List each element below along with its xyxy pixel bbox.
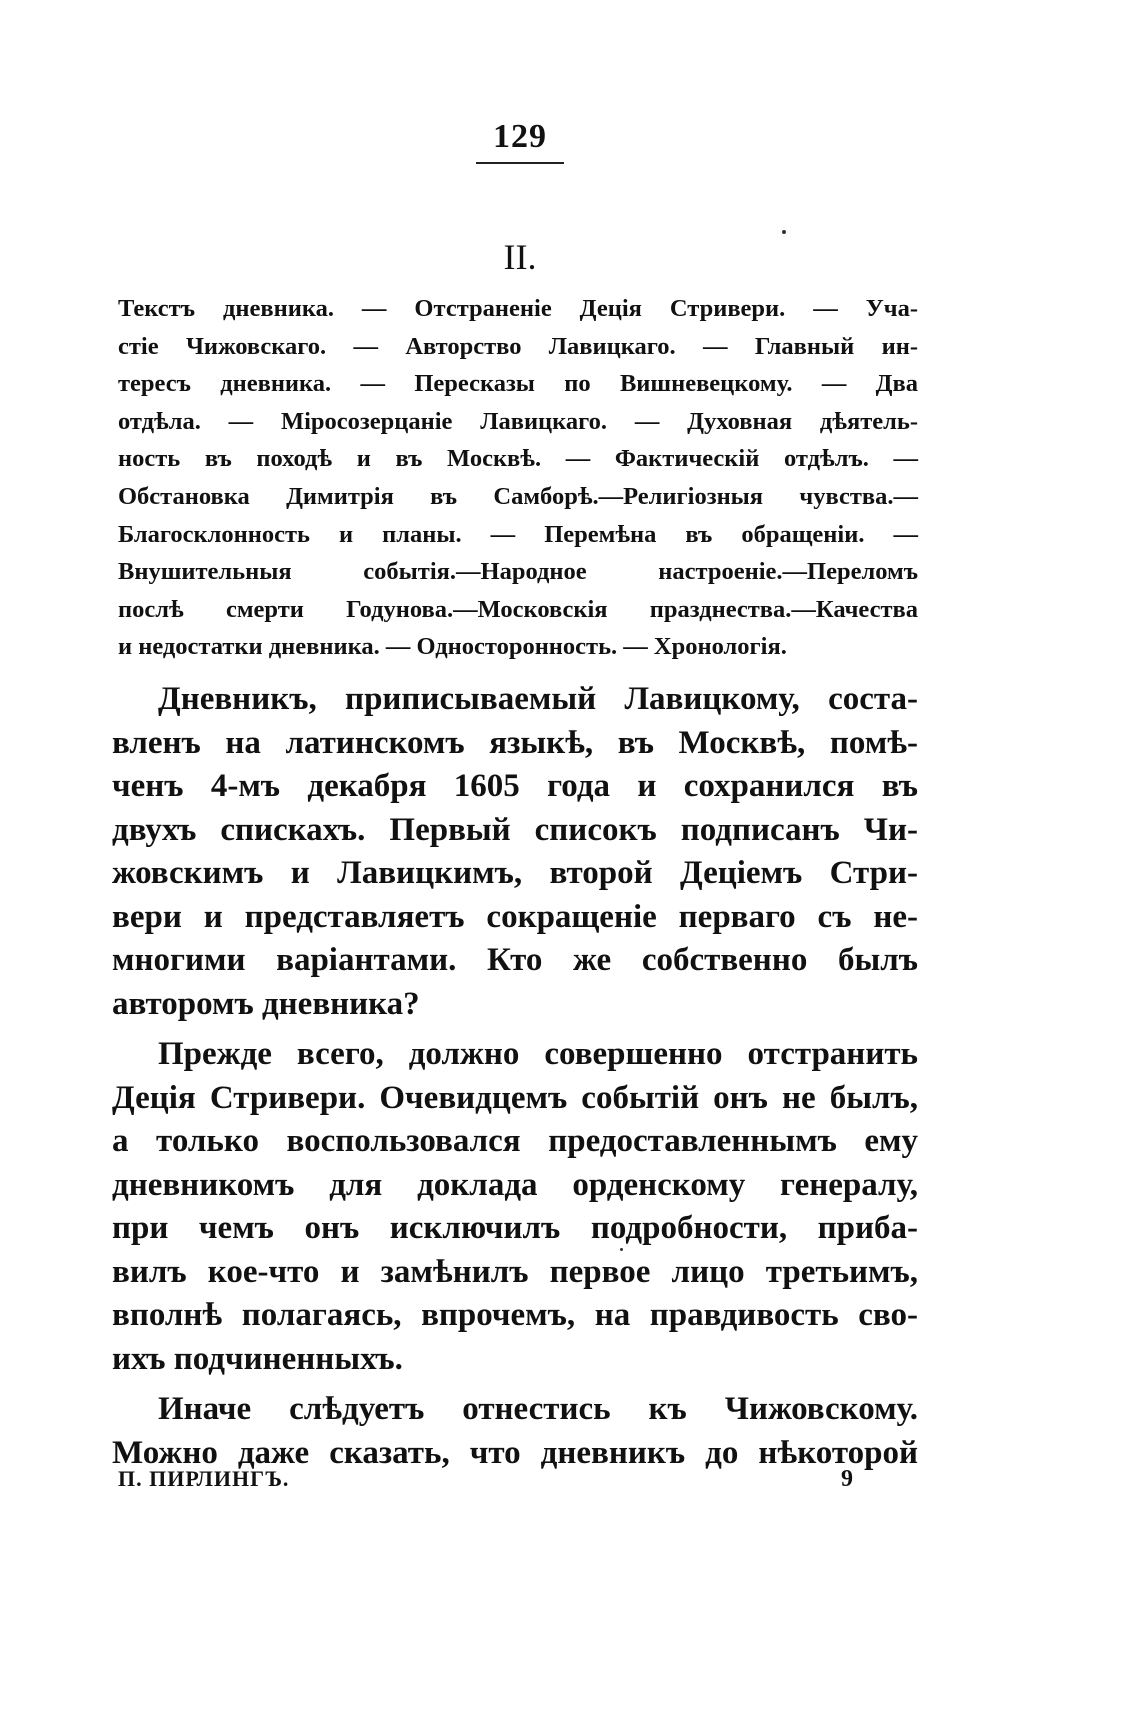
text-line: а только воспользовался предоставленнымъ ему [112, 1123, 918, 1159]
paragraph [112, 678, 918, 1026]
summary-line: и недостатки дневника. — Односторонность. — Хронологія. [118, 633, 787, 661]
text-line: Можно даже сказать, что дневникъ до нѣкоторой [112, 1434, 918, 1471]
text-line: Децiя Стривери. Очевидцемъ событій онъ не былъ, [112, 1079, 918, 1116]
text-line: многими варіантами. Кто же собственно былъ [112, 942, 918, 978]
text-line: дневникомъ для доклада орденскому генералу, [112, 1166, 918, 1203]
text-line: жовскимъ и Лавицкимъ, второй Деціемъ Стри- [112, 855, 918, 891]
sheet-mark: 9 [841, 1466, 853, 1492]
summary-line: Благосклонность и планы. — Перемѣна въ обращеніи. — [118, 520, 918, 548]
footer-signature: П. ПИРЛИНГЪ. [118, 1466, 290, 1491]
chapter-summary [118, 290, 918, 666]
stray-mark [782, 230, 786, 234]
stray-mark [620, 1248, 623, 1251]
summary-line: ность въ походѣ и въ Москвѣ. — Фактическій отдѣлъ. — [118, 445, 918, 473]
text-line: при чемъ онъ исключилъ подробности, приба- [112, 1210, 918, 1246]
text-line: ихъ подчиненныхъ. [112, 1340, 403, 1377]
page-number-rule [476, 162, 564, 164]
summary-line: послѣ смерти Годунова.—Московскія празднества.—Качества [118, 595, 918, 623]
summary-line: Внушительныя событія.—Народное настроеніе.—Переломъ [118, 558, 918, 586]
text-line: ченъ 4-мъ декабря 1605 года и сохранился въ [112, 768, 918, 804]
text-line: Прежде всего, должно совершенно отстранить [158, 1036, 918, 1072]
text-line: вери и представляетъ сокращеніе перваго съ не- [112, 898, 918, 935]
summary-line: отдѣла. — Міросозерцаніе Лавицкаго. — Духовная дѣятель- [118, 407, 918, 435]
chapter-heading: II. [503, 237, 537, 277]
paragraph [112, 1388, 918, 1475]
summary-line: стіе Чижовскаго. — Авторство Лавицкаго. — Главный ин- [118, 332, 918, 360]
text-line: двухъ спискахъ. Первый списокъ подписанъ Чи- [112, 811, 918, 848]
paragraph [112, 1033, 918, 1381]
text-line: вилъ кое-что и замѣнилъ первое лицо третьимъ, [112, 1253, 918, 1290]
page-number: 129 [493, 118, 547, 155]
text-line: вленъ на латинскомъ языкѣ, въ Москвѣ, помѣ- [112, 724, 918, 761]
text-line: авторомъ дневника? [112, 985, 420, 1022]
text-line: Дневникъ, приписываемый Лавицкому, соста- [158, 681, 918, 717]
text-line: вполнѣ полагаясь, впрочемъ, на правдивость сво- [112, 1297, 918, 1333]
body-text [112, 678, 918, 1475]
text-line: Иначе слѣдуетъ отнестись къ Чижовскому. [158, 1391, 918, 1427]
summary-line: Текстъ дневника. — Отстраненіе Децiя Стривери. — Уча- [118, 295, 918, 322]
summary-line: Обстановка Димитрія въ Самборѣ.—Религіозныя чувства.— [118, 482, 918, 510]
summary-line: тересъ дневника. — Пересказы по Вишневецкому. — Два [118, 370, 918, 398]
